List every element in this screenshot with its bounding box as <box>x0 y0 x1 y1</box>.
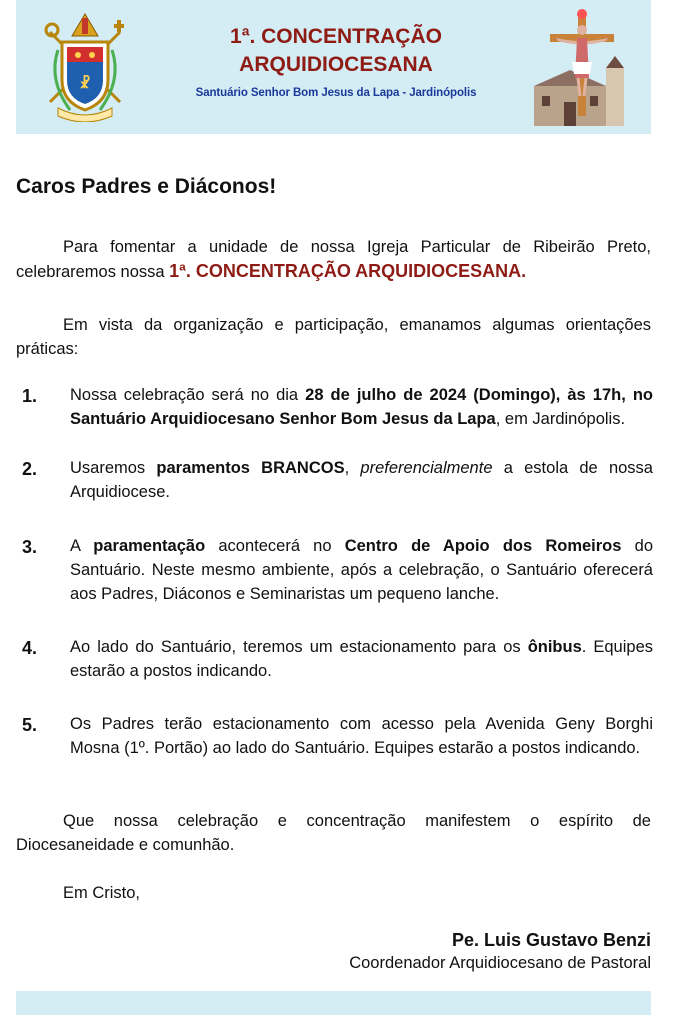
letter-greeting: Caros Padres e Diáconos! <box>16 175 277 198</box>
item-1-bold: 28 de julho de 2024 (Domingo), às 17h, no Santuário Arquidiocesano Senhor Bom Jesus da Lapa <box>70 386 653 428</box>
item-number-1: 1. <box>22 386 38 406</box>
event-title-line-2: ARQUIDIOCESANA <box>239 53 433 76</box>
item-4-bold: ônibus <box>527 638 582 656</box>
item-text-5 <box>70 712 653 760</box>
item-2-bold: paramentos BRANCOS <box>156 459 345 477</box>
item-1-text-b: , em Jardinópolis. <box>495 410 626 428</box>
event-title-line-1: 1ª. CONCENTRAÇÃO <box>230 25 442 48</box>
crucifix-and-church-icon <box>528 8 636 130</box>
intro-highlight: 1ª. CONCENTRAÇÃO ARQUIDIOCESANA. <box>169 261 527 281</box>
item-2-text-c: a estola de nossa Arquidiocese. <box>70 459 653 501</box>
item-number-4: 4. <box>22 638 38 658</box>
item-5-text: Os Padres terão estacionamento com acesso pela Avenida Geny Borghi Mosna (1º. Portão) ao lado do Santuário. Equipes estarão a postos indicando. <box>70 715 653 757</box>
closing-paragraph: Que nossa celebração e concentração manifestem o espírito de Diocesaneidade e comunhão. <box>16 812 651 854</box>
item-3-bold-a: paramentação <box>93 537 206 555</box>
item-text-4 <box>70 635 653 683</box>
item-4-text-a: Ao lado do Santuário, teremos um estacionamento para os <box>70 638 528 656</box>
item-3-bold-b: Centro de Apoio dos Romeiros <box>344 537 622 555</box>
svg-text:☧: ☧ <box>79 76 91 92</box>
farewell: Em Cristo, <box>63 884 141 902</box>
footer-banner <box>16 991 651 1015</box>
item-text-1 <box>70 383 653 431</box>
signature-name: Pe. Luis Gustavo Benzi <box>451 930 651 950</box>
item-2-text-a: Usaremos <box>70 459 157 477</box>
item-number-3: 3. <box>22 537 38 557</box>
item-number-5: 5. <box>22 715 38 735</box>
event-subtitle: Santuário Senhor Bom Jesus da Lapa - Jardinópolis <box>195 87 477 99</box>
item-2-italic: preferencialmente <box>360 459 493 477</box>
item-number-2: 2. <box>22 459 38 479</box>
signature-role: Coordenador Arquidiocesano de Pastoral <box>349 954 651 972</box>
item-4-text-b: . Equipes estarão a postos indicando. <box>70 638 654 680</box>
intro-paragraph <box>16 235 651 284</box>
item-3-text-c: do Santuário. Neste mesmo ambiente, após a celebração, o Santuário oferecerá aos Padres, Diáconos e Seminaristas um pequeno lanche. <box>70 537 653 603</box>
intro-text: Para fomentar a unidade de nossa Igreja Particular de Ribeirão Preto, celebraremos nossa <box>16 238 651 281</box>
item-1-text-a: Nossa celebração será no dia <box>70 386 306 404</box>
item-3-text-a: A <box>70 537 94 555</box>
lead-paragraph: Em vista da organização e participação, emanamos algumas orientações práticas: <box>16 316 651 358</box>
item-text-3 <box>70 534 653 606</box>
item-2-text-b: , <box>344 459 361 477</box>
header-banner <box>16 0 651 134</box>
archdiocese-coat-of-arms-icon <box>40 10 130 122</box>
item-text-2 <box>70 456 653 504</box>
item-3-text-b: acontecerá no <box>205 537 345 555</box>
